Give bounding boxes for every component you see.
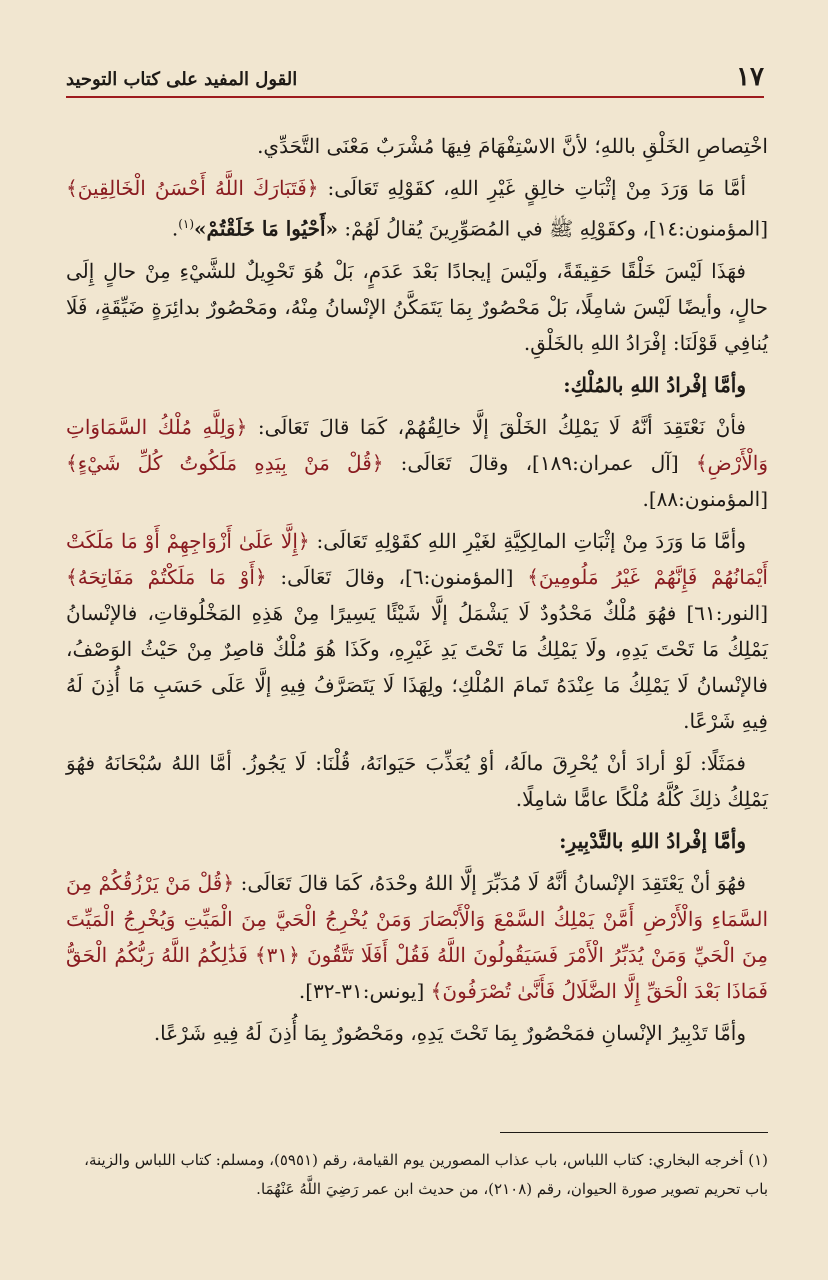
page-header (66, 52, 764, 98)
paragraph: اخْتِصاصِ الخَلْقِ باللهِ؛ لأنَّ الاسْتِفْهَامَ فِيهَا مُشْرَبٌ مَعْنَى التَّحَدِّي. (257, 134, 768, 158)
paragraph: فهُوَ أنْ يَعْتَقِدَ الإنْسانُ أنَّهُ لَا مُدَبِّرَ إلَّا اللهُ وحْدَهُ، كَمَا قالَ تَعَالَى: ﴿قُلْ مَنْ يَرْزُقُكُمْ مِنَ السَّمَاءِ وَالْأَرْضِ أَمَّنْ يَمْلِكُ السَّمْعَ وَالْأَبْصَارَ وَمَنْ يُخْرِجُ الْحَيَّ مِنَ الْمَيِّتِ وَيُخْرِجُ الْمَيِّتَ مِنَ الْحَيِّ وَمَنْ يُدَبِّرُ الْأَمْرَ فَسَيَقُولُونَ اللَّهُ فَقُلْ أَفَلَا تَتَّقُونَ ﴿٣١﴾ فَذَٰلِكُمُ اللَّهُ رَبُّكُمُ الْحَقُّ فَمَاذَا بَعْدَ الْحَقِّ إِلَّا الضَّلَالُ فَأَنَّىٰ تُصْرَفُونَ﴾ [يونس:٣١-٣٢]. (66, 870, 768, 1003)
footnotes (66, 1146, 768, 1204)
quran-verse: ﴿فَتَبَارَكَ اللَّهُ أَحْسَنُ الْخَالِقِينَ﴾ (66, 176, 319, 200)
section-heading: وأمَّا إفْرادُ اللهِ بالمُلْكِ: (563, 372, 746, 397)
running-title: القول المفيد على كتاب التوحيد (66, 69, 298, 90)
quran-verse: ﴿أَوْ مَا مَلَكْتُمْ مَفَاتِحَهُ﴾ (66, 564, 267, 589)
quran-verse: ﴿قُلْ مَنْ بِيَدِهِ مَلَكُوتُ كُلِّ شَيْءٍ﴾ (66, 450, 384, 475)
paragraph: فهَذَا لَيْسَ خَلْقًا حَقِيقَةً، ولَيْسَ إيجادًا بَعْدَ عَدَمٍ، بَلْ هُوَ تَحْوِيلٌ للشَّيْءِ مِنْ حالٍ إِلَى حالٍ، وأيضًا لَيْسَ شامِلًا، بَلْ مَحْصُورٌ بِمَا يَتَمَكَّنُ الإنْسانُ مِنْهُ، ومَحْصُورٌ بدائِرَةٍ ضَيِّقَةٍ، فَلَا يُنافِي قَوْلَنَا: إفْرَادُ اللهِ بالخَلْقِ. (66, 258, 768, 355)
paragraph: وأمَّا مَا وَرَدَ مِنْ إثْبَاتِ المالِكِيَّةِ لغَيْرِ اللهِ كقَوْلِهِ تَعَالَى: ﴿إِلَّا عَلَىٰ أَزْوَاجِهِمْ أَوْ مَا مَلَكَتْ أَيْمَانُهُمْ فَإِنَّهُمْ غَيْرُ مَلُومِينَ﴾ [المؤمنون:٦]، وقالَ تَعَالَى: ﴿أَوْ مَا مَلَكْتُمْ مَفَاتِحَهُ﴾ [النور:٦١] فهُوَ مُلْكٌ مَحْدُودٌ لَا يَشْمَلُ إلَّا شَيْئًا يَسِيرًا مِنْ هَذِهِ المَخْلُوقاتِ، فالإنْسانُ يَمْلِكُ مَا تَحْتَ يَدِهِ، ولَا يَمْلِكُ مَا تَحْتَ يَدِ غَيْرِهِ، وكَذَا هُوَ مُلْكٌ قاصِرٌ مِنْ حَيْثُ الوَصْفُ، فالإنْسانُ لَا يَمْلِكُ مَا عِنْدَهُ تَمامَ المُلْكِ؛ ولِهَذَا لَا يَتَصَرَّفُ فِيهِ إلَّا عَلَى حَسَبِ مَا أُذِنَ لَهُ فِيهِ شَرْعًا. (66, 528, 768, 733)
page-number: ١٧ (736, 62, 764, 92)
paragraph: فمَثَلًا: لَوْ أرادَ أنْ يُحْرِقَ مالَهُ، أوْ يُعَذِّبَ حَيَوانَهُ، قُلْنَا: لَا يَجُوزُ. أمَّا اللهُ سُبْحَانَهُ فهُوَ يَمْلِكُ ذلِكَ كُلَّهُ مُلْكًا عامًّا شامِلًا. (66, 750, 768, 811)
footnote-line: (١) أخرجه البخاري: كتاب اللباس، باب عذاب المصورين يوم القيامة، رقم (٥٩٥١)، ومسلم: كتاب اللباس والزينة، (84, 1151, 768, 1169)
quran-verse: ﴿إِلَّا عَلَىٰ أَزْوَاجِهِمْ أَوْ مَا مَلَكَتْ أَيْمَانُهُمْ فَإِنَّهُمْ غَيْرُ مَلُومِينَ﴾ (66, 528, 768, 589)
paragraph: أمَّا مَا وَرَدَ مِنْ إثْبَاتِ خالِقٍ غَيْرِ اللهِ، كقَوْلِهِ تَعَالَى: ﴿فَتَبَارَكَ اللَّهُ أَحْسَنُ الْخَالِقِينَ﴾ [المؤمنون:١٤]، وكقَوْلِهِ ﷺ في المُصَوِّرِينَ يُقالُ لَهُمْ: «أَحْيُوا مَا خَلَقْتُمْ»$^{(١)}$. (66, 176, 768, 241)
quran-verse: ﴿وَلِلَّهِ مُلْكُ السَّمَاوَاتِ وَالْأَرْضِ﴾ (66, 414, 768, 475)
section-heading: وأمَّا إفْرادُ اللهِ بالتَّدْبِيرِ: (559, 828, 746, 853)
footnote-line: باب تحريم تصوير صورة الحيوان، رقم (٢١٠٨)، من حديث ابن عمر رَضِيَ اللَّهُ عَنْهُمَا. (256, 1180, 768, 1198)
hadith-quote: «أَحْيُوا مَا خَلَقْتُمْ» (194, 216, 339, 241)
paragraph: فأنْ نَعْتَقِدَ أنَّهُ لَا يَمْلِكُ الخَلْقَ إلَّا خالِقُهُمْ، كَمَا قالَ تَعَالَى: ﴿وَلِلَّهِ مُلْكُ السَّمَاوَاتِ وَالْأَرْضِ﴾ [آل عمران:١٨٩]، وقالَ تَعَالَى: ﴿قُلْ مَنْ بِيَدِهِ مَلَكُوتُ كُلِّ شَيْءٍ﴾ [المؤمنون:٨٨]. (66, 414, 768, 511)
paragraph: وأمَّا تَدْبِيرُ الإنْسانِ فمَحْصُورٌ بِمَا تَحْتَ يَدِهِ، ومَحْصُورٌ بِمَا أُذِنَ لَهُ فِيهِ شَرْعًا. (153, 1020, 746, 1045)
main-text (66, 128, 768, 1057)
footnote-separator (500, 1132, 768, 1133)
footnote-marker: (١) (178, 217, 195, 231)
quran-verse: ﴿قُلْ مَنْ يَرْزُقُكُمْ مِنَ السَّمَاءِ وَالْأَرْضِ أَمَّنْ يَمْلِكُ السَّمْعَ وَالْأَبْصَارَ وَمَنْ يُخْرِجُ الْحَيَّ مِنَ الْمَيِّتِ وَيُخْرِجُ الْمَيِّتَ مِنَ الْحَيِّ وَمَنْ يُدَبِّرُ الْأَمْرَ فَسَيَقُولُونَ اللَّهُ فَقُلْ أَفَلَا تَتَّقُونَ ﴿٣١﴾ فَذَٰلِكُمُ اللَّهُ رَبُّكُمُ الْحَقُّ فَمَاذَا بَعْدَ الْحَقِّ إِلَّا الضَّلَالُ فَأَنَّىٰ تُصْرَفُونَ﴾ (66, 870, 768, 1003)
